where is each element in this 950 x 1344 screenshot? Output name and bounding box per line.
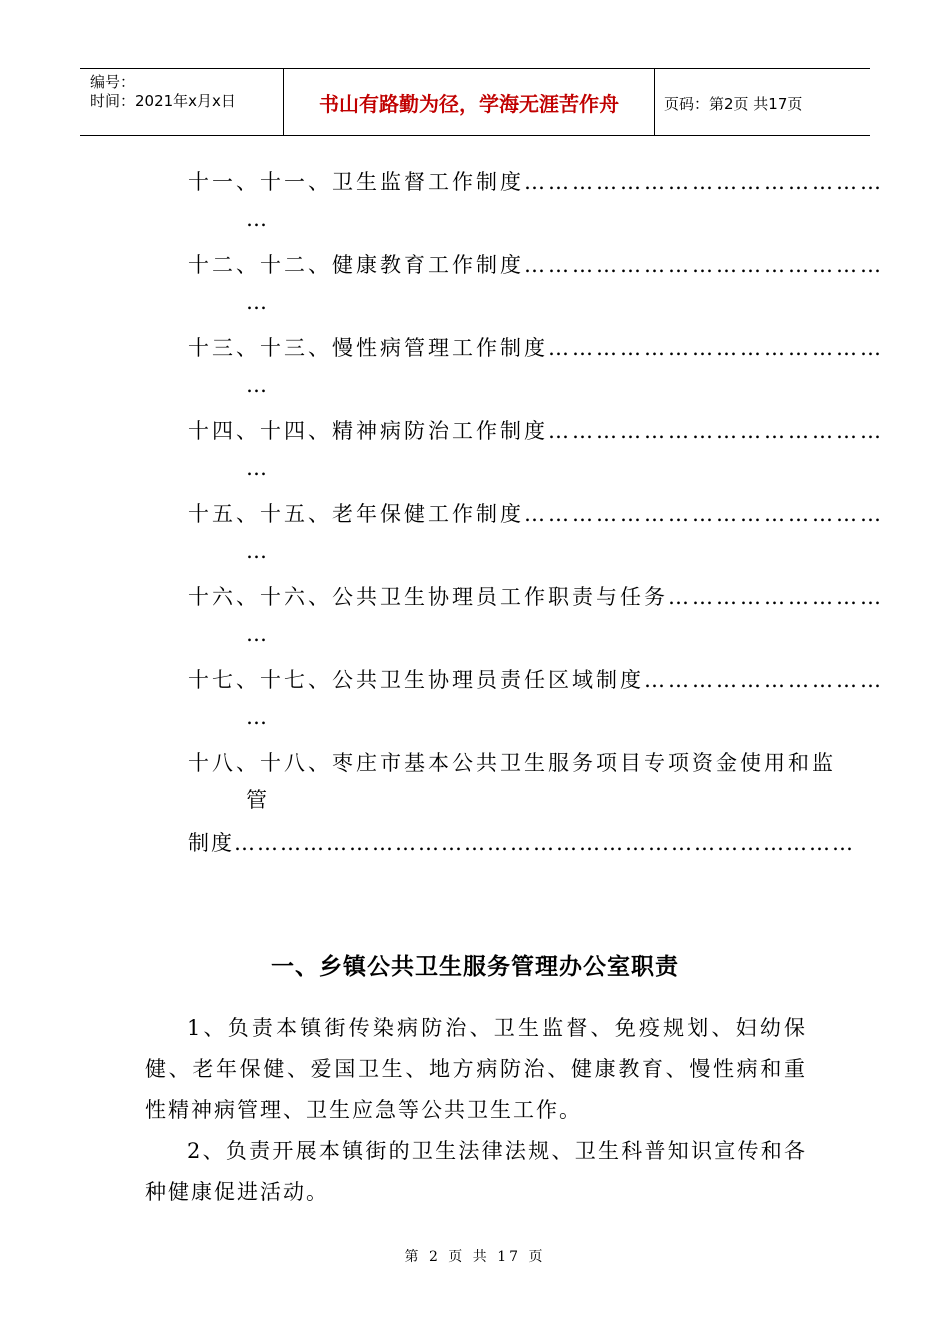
toc-entry-leader: … [246, 539, 270, 563]
toc-entry-leader: … [246, 290, 270, 314]
header-page-number: 页码：第2页 共17页 [664, 95, 803, 113]
header-number: 编号： [90, 73, 136, 91]
header-meta [90, 73, 236, 111]
section-body [145, 1008, 807, 1213]
toc-entry-text: 十四、十四、精神病防治工作制度…………………………………… [188, 419, 884, 443]
toc-item[interactable] [188, 746, 855, 863]
page-header [80, 68, 870, 136]
header-date: 时间：2021年x月x日 [90, 92, 236, 110]
table-of-contents [188, 165, 884, 863]
paragraph: 2、负责开展本镇街的卫生法律法规、卫生科普知识宣传和各种健康促进活动。 [145, 1139, 807, 1204]
toc-entry-leader: … [246, 373, 270, 397]
toc-entry-leader: … [246, 622, 270, 646]
header-motto: 书山有路勤为径，学海无涯苦作舟 [283, 69, 655, 135]
toc-entry-text: 十一、十一、卫生监督工作制度……………………………………… [188, 170, 884, 194]
toc-entry-leader: … [246, 456, 270, 480]
toc-entry-text: 十六、十六、公共卫生协理员工作职责与任务……………………… [188, 585, 884, 609]
toc-entry-text-wrap: 管 [246, 788, 267, 812]
toc-entry-text: 十八、十八、枣庄市基本公共卫生服务项目专项资金使用和监 [188, 751, 836, 775]
toc-entry-text-cont: 制度……………………………………………………………………… [188, 831, 855, 855]
toc-item[interactable] [188, 414, 884, 497]
toc-entry-text: 十五、十五、老年保健工作制度……………………………………… [188, 502, 884, 526]
toc-item[interactable] [188, 248, 884, 331]
paragraph: 1、负责本镇街传染病防治、卫生监督、免疫规划、妇幼保健、老年保健、爱国卫生、地方病防治、健康教育、慢性病和重性精神病管理、卫生应急等公共卫生工作。 [145, 1016, 807, 1122]
toc-item[interactable] [188, 663, 884, 746]
toc-item[interactable] [188, 165, 884, 248]
toc-item[interactable] [188, 331, 884, 414]
section-heading: 一、乡镇公共卫生服务管理办公室职责 [271, 954, 679, 980]
toc-entry-leader: … [246, 705, 270, 729]
toc-entry-leader: … [246, 207, 270, 231]
toc-entry-text: 十七、十七、公共卫生协理员责任区域制度………………………… [188, 668, 884, 692]
toc-entry-text: 十三、十三、慢性病管理工作制度…………………………………… [188, 336, 884, 360]
toc-item[interactable] [188, 580, 884, 663]
toc-item[interactable] [188, 497, 884, 580]
toc-entry-text: 十二、十二、健康教育工作制度……………………………………… [188, 253, 884, 277]
page-footer: 第 2 页 共 17 页 [404, 1249, 546, 1265]
